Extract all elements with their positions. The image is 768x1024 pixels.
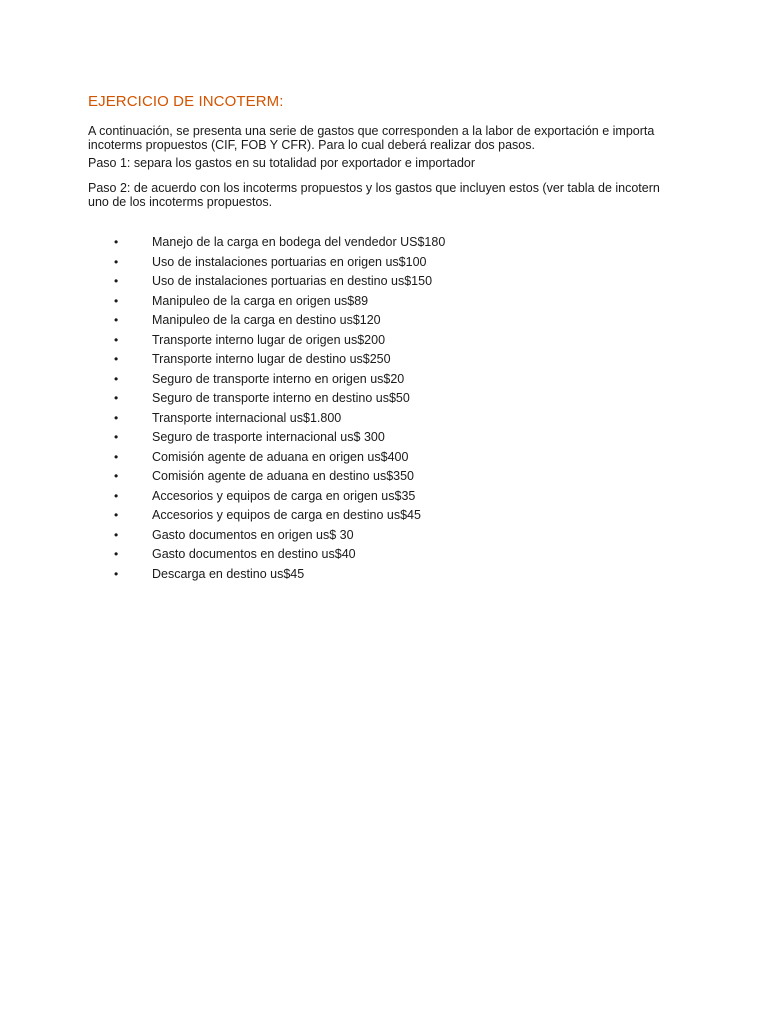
bullet-icon: •	[114, 235, 119, 249]
expense-text: Transporte interno lugar de origen us$200	[152, 332, 386, 347]
bullet-icon: •	[114, 293, 119, 308]
expense-list-item	[0, 233, 768, 253]
expense-text: Manipuleo de la carga en destino us$120	[152, 313, 381, 327]
expense-list-item	[0, 428, 768, 448]
expense-text: Gasto documentos en origen us$ 30	[152, 527, 354, 542]
document-title: EJERCICIO DE INCOTERM:	[88, 93, 284, 110]
bullet-icon: •	[114, 488, 119, 503]
bullet-icon: •	[114, 469, 119, 483]
expense-text: Manejo de la carga en bodega del vendedor US$180	[152, 235, 446, 249]
expense-text: Seguro de transporte interno en destino us$50	[152, 391, 410, 405]
expense-text: Transporte interno lugar de destino us$250	[152, 352, 391, 366]
expense-list-item	[0, 292, 768, 312]
expense-list-item	[0, 506, 768, 526]
bullet-icon: •	[114, 391, 119, 405]
expense-text: Comisión agente de aduana en origen us$400	[152, 449, 409, 464]
bullet-icon: •	[114, 332, 119, 347]
bullet-icon: •	[114, 371, 119, 386]
expense-list	[0, 233, 768, 584]
expense-text: Accesorios y equipos de carga en origen us$35	[152, 488, 416, 503]
expense-list-item	[0, 389, 768, 409]
expense-list-item	[0, 350, 768, 370]
expense-text: Uso de instalaciones portuarias en origen us$100	[152, 254, 427, 269]
expense-list-item	[0, 545, 768, 565]
bullet-icon: •	[114, 547, 119, 561]
step-2-line-2: uno de los incoterms propuestos.	[88, 195, 273, 209]
intro-line-2: incoterms propuestos (CIF, FOB Y CFR). Para lo cual deberá realizar dos pasos.	[88, 138, 535, 152]
bullet-icon: •	[114, 527, 119, 542]
expense-text: Seguro de transporte interno en origen us$20	[152, 371, 405, 386]
expense-text: Uso de instalaciones portuarias en destino us$150	[152, 274, 433, 288]
expense-list-item	[0, 253, 768, 273]
expense-list-item	[0, 311, 768, 331]
expense-text: Accesorios y equipos de carga en destino us$45	[152, 508, 421, 522]
bullet-icon: •	[114, 313, 119, 327]
step-1-text: Paso 1: separa los gastos en su totalidad por exportador e importador	[88, 156, 476, 170]
expense-list-item	[0, 526, 768, 546]
expense-list-item	[0, 467, 768, 487]
expense-text: Seguro de trasporte internacional us$ 300	[152, 430, 385, 444]
expense-text: Descarga en destino us$45	[152, 566, 305, 581]
intro-paragraph	[88, 124, 654, 152]
expense-text: Gasto documentos en destino us$40	[152, 547, 356, 561]
bullet-icon: •	[114, 566, 119, 581]
intro-line-1: A continuación, se presenta una serie de gastos que corresponden a la labor de exportación e importa	[88, 124, 655, 138]
expense-list-item	[0, 409, 768, 429]
bullet-icon: •	[114, 254, 119, 269]
bullet-icon: •	[114, 352, 119, 366]
bullet-icon: •	[114, 430, 119, 444]
expense-list-item	[0, 272, 768, 292]
bullet-icon: •	[114, 449, 119, 464]
expense-text: Manipuleo de la carga en origen us$89	[152, 293, 369, 308]
expense-list-item	[0, 487, 768, 507]
expense-list-item	[0, 565, 768, 585]
expense-list-item	[0, 331, 768, 351]
expense-list-item	[0, 448, 768, 468]
bullet-icon: •	[114, 274, 119, 288]
expense-list-item	[0, 370, 768, 390]
expense-text: Transporte internacional us$1.800	[152, 410, 342, 425]
bullet-icon: •	[114, 410, 119, 425]
step-2-line-1: Paso 2: de acuerdo con los incoterms propuestos y los gastos que incluyen estos (ver tabla de incotern	[88, 181, 660, 195]
expense-text: Comisión agente de aduana en destino us$350	[152, 469, 415, 483]
bullet-icon: •	[114, 508, 119, 522]
step-2-paragraph	[88, 181, 660, 209]
